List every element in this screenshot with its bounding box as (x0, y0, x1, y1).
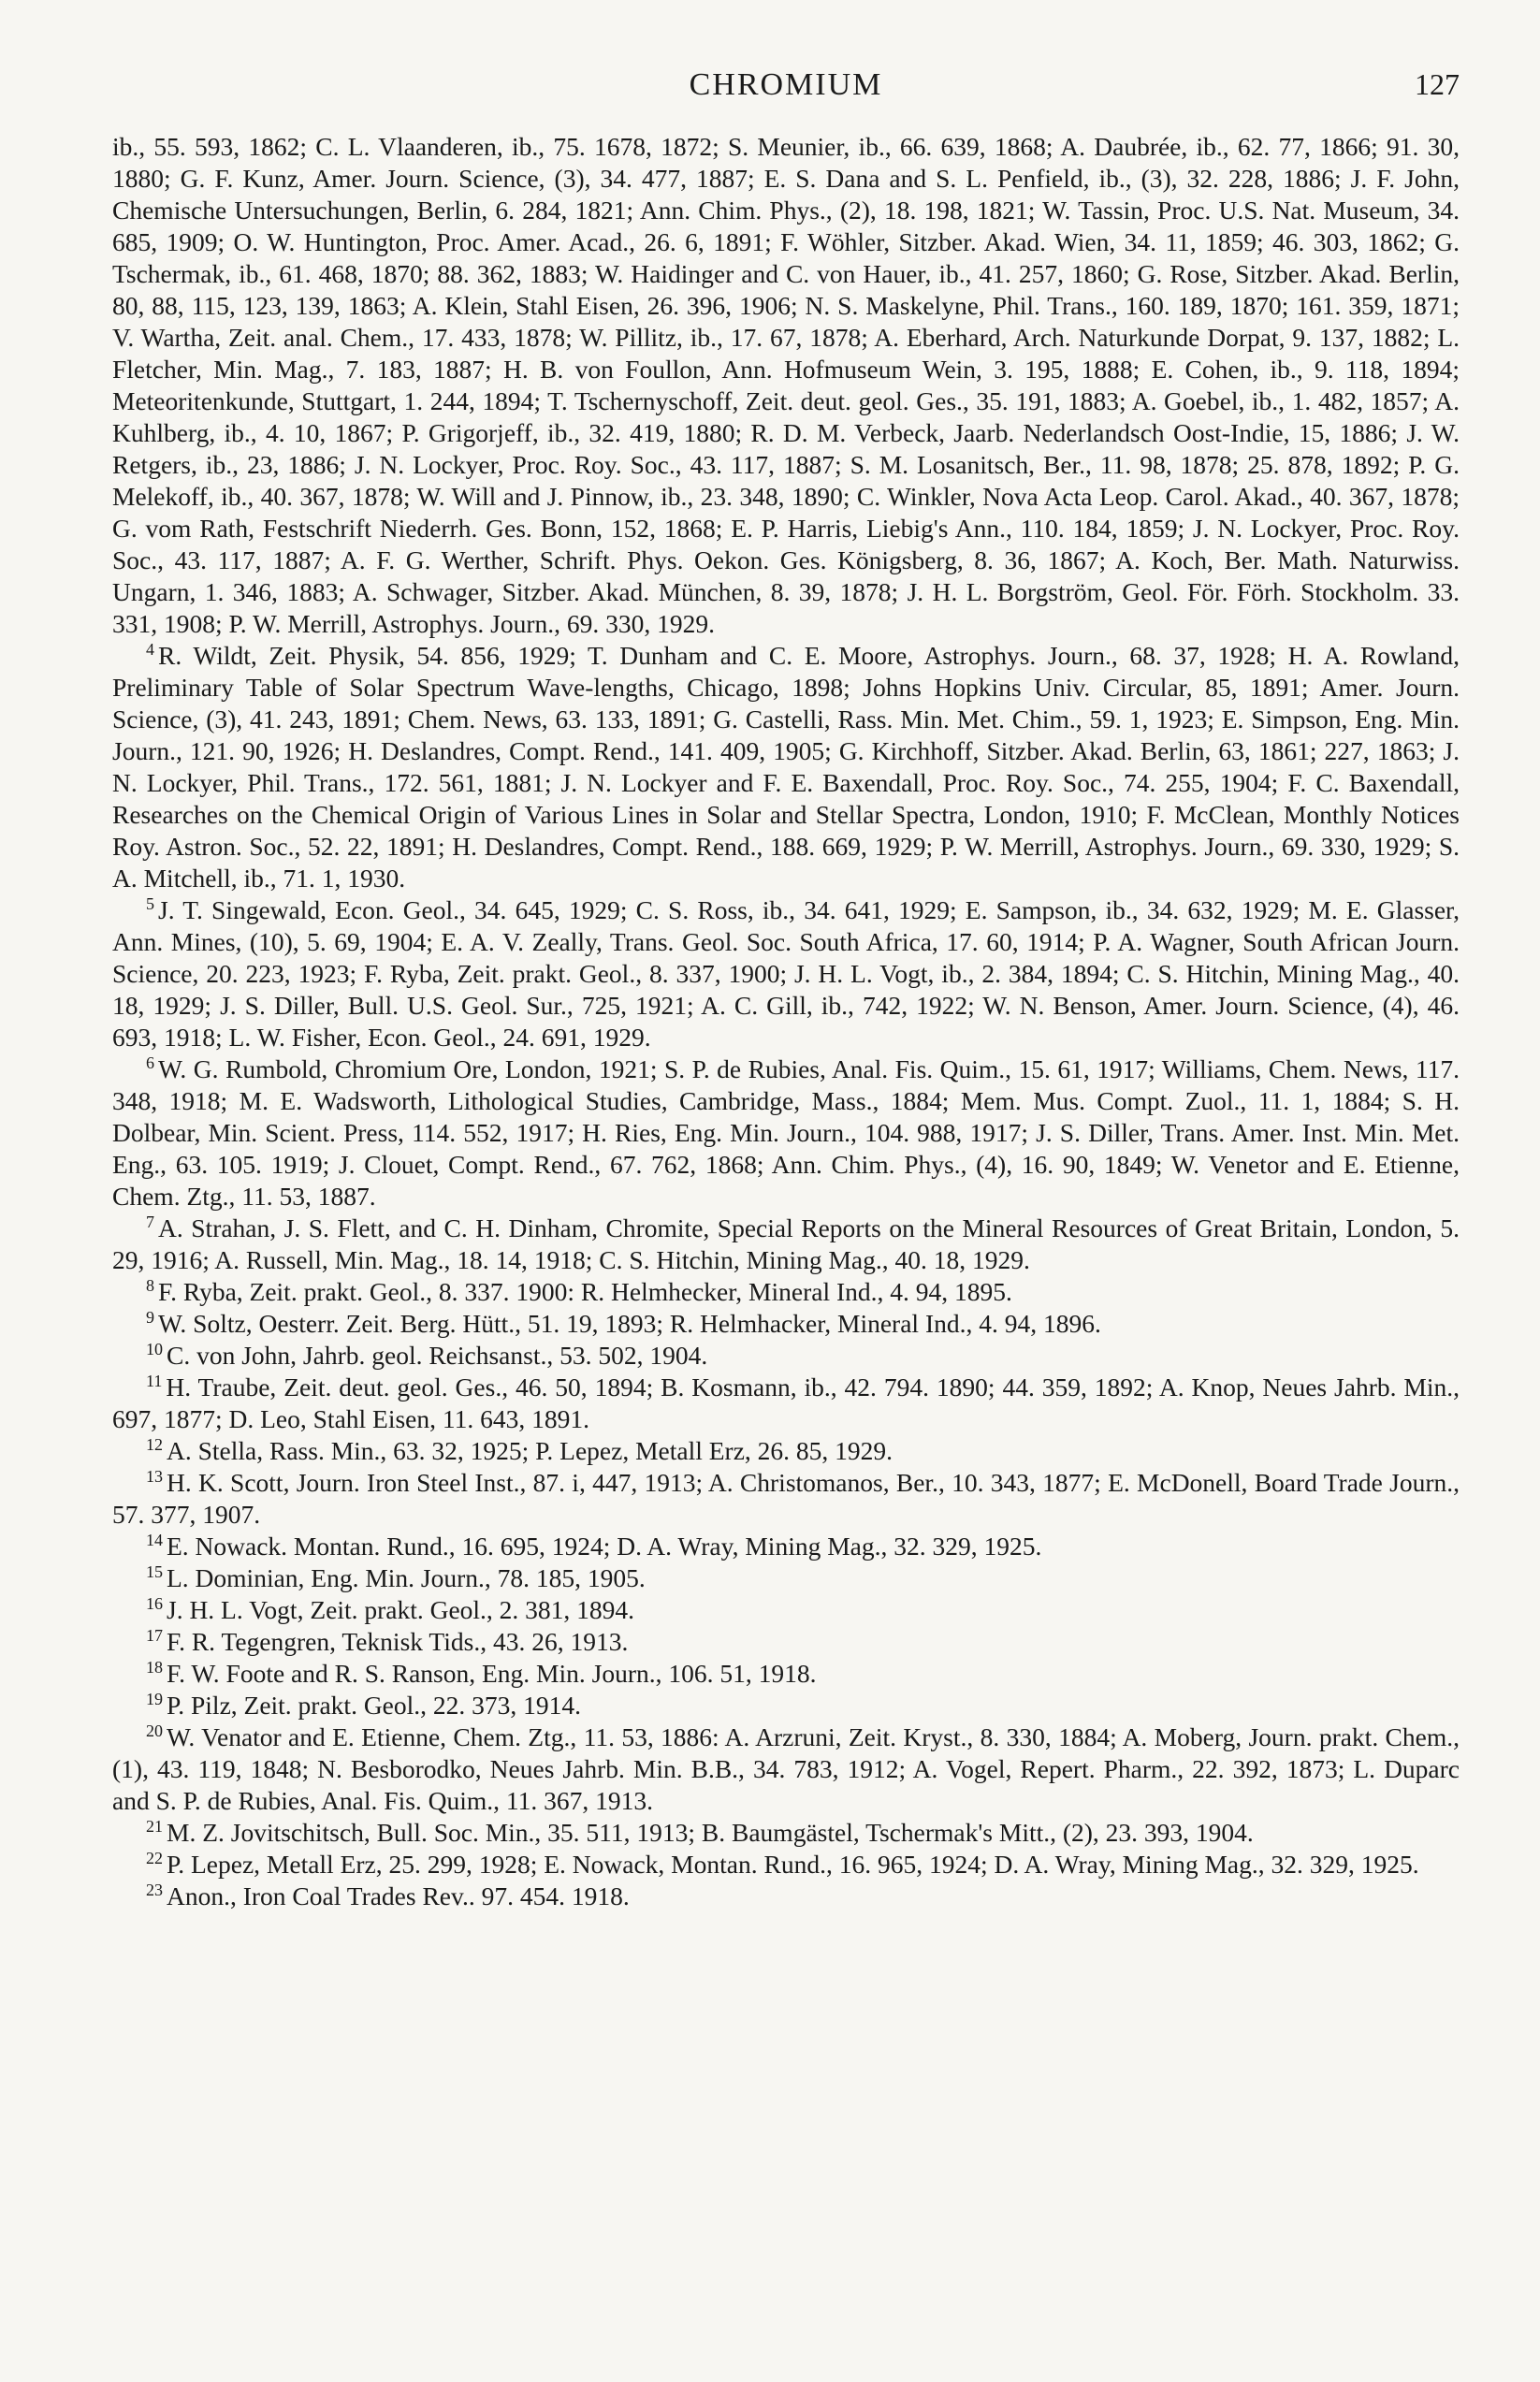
footnote-text: W. Venator and E. Etienne, Chem. Ztg., 11. 53, 1886: A. Arzruni, Zeit. Kryst., 8. 330, 1884; A. Moberg, Journ. prakt. Chem., (1), 43. 119, 1848; N. Besborodko, Neues Jahrb. Min. B.B., 34. 783, 1912; A. Vogel, Repert. Pharm., 22. 392, 1873; L. Duparc and S. P. de Rubies, Anal. Fis. Quim., 11. 367, 1913. (112, 1722, 1460, 1815)
footnote-marker: 19 (146, 1689, 163, 1708)
footnote-text: F. W. Foote and R. S. Ranson, Eng. Min. Journ., 106. 51, 1918. (167, 1659, 817, 1688)
footnote-text: A. Stella, Rass. Min., 63. 32, 1925; P. Lepez, Metall Erz, 26. 85, 1929. (167, 1436, 893, 1465)
footnote-text: J. H. L. Vogt, Zeit. prakt. Geol., 2. 381, 1894. (167, 1595, 635, 1624)
footnote-marker: 9 (146, 1307, 154, 1327)
footnote-17 (112, 1626, 1460, 1658)
footnote-13 (112, 1467, 1460, 1531)
footnote-marker: 21 (146, 1816, 163, 1836)
footnote-text: Anon., Iron Coal Trades Rev.. 97. 454. 1918. (167, 1881, 630, 1910)
footnote-9 (112, 1308, 1460, 1340)
footnote-19 (112, 1690, 1460, 1721)
footnote-text: A. Strahan, J. S. Flett, and C. H. Dinham, Chromite, Special Reports on the Mineral Resources of Great Britain, London, 5. 29, 1916; A. Russell, Min. Mag., 18. 14, 1918; C. S. Hitchin, Mining Mag., 40. 18, 1929. (112, 1213, 1460, 1274)
footnote-23 (112, 1881, 1460, 1912)
footnote-text: W. G. Rumbold, Chromium Ore, London, 1921; S. P. de Rubies, Anal. Fis. Quim., 15. 61, 1917; Williams, Chem. News, 117. 348, 1918; M. E. Wadsworth, Lithological Studies, Cambridge, Mass., 1884; Mem. Mus. Compt. Zuol., 11. 1, 1884; S. H. Dolbear, Min. Scient. Press, 114. 552, 1917; H. Ries, Eng. Min. Journ., 104. 988, 1917; J. S. Diller, Trans. Amer. Inst. Min. Met. Eng., 63. 105. 1919; J. Clouet, Compt. Rend., 67. 762, 1868; Ann. Chim. Phys., (4), 16. 90, 1849; W. Venetor and E. Etienne, Chem. Ztg., 11. 53, 1887. (112, 1054, 1460, 1211)
footnote-marker: 8 (146, 1275, 154, 1295)
footnote-marker: 20 (146, 1721, 163, 1740)
footnote-continuation (112, 131, 1460, 640)
footnote-marker: 12 (146, 1434, 163, 1454)
footnote-12 (112, 1435, 1460, 1467)
footnote-15 (112, 1562, 1460, 1594)
footnote-20 (112, 1721, 1460, 1817)
footnote-text: M. Z. Jovitschitsch, Bull. Soc. Min., 35. 511, 1913; B. Baumgästel, Tschermak's Mitt., (2), 23. 393, 1904. (167, 1818, 1254, 1847)
page-number: 127 (1415, 67, 1460, 101)
references-body (112, 131, 1460, 1912)
footnote-marker: 4 (146, 639, 154, 659)
footnote-text: P. Lepez, Metall Erz, 25. 299, 1928; E. Nowack, Montan. Rund., 16. 965, 1924; D. A. Wray, Mining Mag., 32. 329, 1925. (167, 1850, 1419, 1879)
footnote-marker: 13 (146, 1466, 163, 1486)
footnote-11 (112, 1372, 1460, 1435)
footnote-text: J. T. Singewald, Econ. Geol., 34. 645, 1929; C. S. Ross, ib., 34. 641, 1929; E. Sampson, ib., 34. 632, 1929; M. E. Glasser, Ann. Mines, (10), 5. 69, 1904; E. A. V. Zeally, Trans. Geol. Soc. South Africa, 17. 60, 1914; P. A. Wagner, South African Journ. Science, 20. 223, 1923; F. Ryba, Zeit. prakt. Geol., 8. 337, 1900; J. H. L. Vogt, ib., 2. 384, 1894; C. S. Hitchin, Mining Mag., 40. 18, 1929; J. S. Diller, Bull. U.S. Geol. Sur., 725, 1921; A. C. Gill, ib., 742, 1922; W. N. Benson, Amer. Journ. Science, (4), 46. 693, 1918; L. W. Fisher, Econ. Geol., 24. 691, 1929. (112, 895, 1460, 1052)
footnote-text: L. Dominian, Eng. Min. Journ., 78. 185, 1905. (167, 1563, 646, 1592)
running-header (112, 56, 1460, 112)
footnote-8 (112, 1276, 1460, 1308)
footnote-10 (112, 1340, 1460, 1372)
footnote-marker: 11 (146, 1371, 163, 1390)
footnote-marker: 5 (146, 893, 154, 913)
footnote-text: R. Wildt, Zeit. Physik, 54. 856, 1929; T. Dunham and C. E. Moore, Astrophys. Journ., 68. 37, 1928; H. A. Rowland, Preliminary Table of Solar Spectrum Wave-lengths, Chicago, 1898; Johns Hopkins Univ. Circular, 85, 1891; Amer. Journ. Science, (3), 41. 243, 1891; Chem. News, 63. 133, 1891; G. Castelli, Rass. Min. Met. Chim., 59. 1, 1923; E. Simpson, Eng. Min. Journ., 121. 90, 1926; H. Deslandres, Compt. Rend., 141. 409, 1905; G. Kirchhoff, Sitzber. Akad. Berlin, 63, 1861; 227, 1863; J. N. Lockyer, Phil. Trans., 172. 561, 1881; J. N. Lockyer and F. E. Baxendall, Proc. Roy. Soc., 74. 255, 1904; F. C. Baxendall, Researches on the Chemical Origin of Various Lines in Solar and Stellar Spectra, London, 1910; F. McClean, Monthly Notices Roy. Astron. Soc., 52. 22, 1891; H. Deslandres, Compt. Rend., 188. 669, 1929; P. W. Merrill, Astrophys. Journ., 69. 330, 1929; S. A. Mitchell, ib., 71. 1, 1930. (112, 641, 1460, 893)
footnote-text: H. Traube, Zeit. deut. geol. Ges., 46. 50, 1894; B. Kosmann, ib., 42. 794. 1890; 44. 359, 1892; A. Knop, Neues Jahrb. Min., 697, 1877; D. Leo, Stahl Eisen, 11. 643, 1891. (112, 1373, 1460, 1433)
footnote-text: C. von John, Jahrb. geol. Reichsanst., 53. 502, 1904. (167, 1341, 708, 1370)
footnote-marker: 22 (146, 1848, 163, 1867)
footnote-text: ib., 55. 593, 1862; C. L. Vlaanderen, ib., 75. 1678, 1872; S. Meunier, ib., 66. 639, 1868; A. Daubrée, ib., 62. 77, 1866; 91. 30, 1880; G. F. Kunz, Amer. Journ. Science, (3), 34. 477, 1887; E. S. Dana and S. L. Penfield, ib., (3), 32. 228, 1886; J. F. John, Chemische Untersuchungen, Berlin, 6. 284, 1821; Ann. Chim. Phys., (2), 18. 198, 1821; W. Tassin, Proc. U.S. Nat. Museum, 34. 685, 1909; O. W. Huntington, Proc. Amer. Acad., 26. 6, 1891; F. Wöhler, Sitzber. Akad. Wien, 34. 11, 1859; 46. 303, 1862; G. Tschermak, ib., 61. 468, 1870; 88. 362, 1883; W. Haidinger and C. von Hauer, ib., 41. 257, 1860; G. Rose, Sitzber. Akad. Berlin, 80, 88, 115, 123, 139, 1863; A. Klein, Stahl Eisen, 26. 396, 1906; N. S. Maskelyne, Phil. Trans., 160. 189, 1870; 161. 359, 1871; V. Wartha, Zeit. anal. Chem., 17. 433, 1878; W. Pillitz, ib., 17. 67, 1878; A. Eberhard, Arch. Naturkunde Dorpat, 9. 137, 1882; L. Fletcher, Min. Mag., 7. 183, 1887; H. B. von Foullon, Ann. Hofmuseum Wein, 3. 195, 1888; E. Cohen, ib., 9. 118, 1894; Meteoritenkunde, Stuttgart, 1. 244, 1894; T. Tschernyschoff, Zeit. deut. geol. Ges., 35. 191, 1883; A. Goebel, ib., 1. 482, 1857; A. Kuhlberg, ib., 4. 10, 1867; P. Grigorjeff, ib., 32. 419, 1880; R. D. M. Verbeck, Jaarb. Nederlandsch Oost-Indie, 15, 1886; J. W. Retgers, ib., 23, 1886; J. N. Lockyer, Proc. Roy. Soc., 43. 117, 1887; S. M. Losanitsch, Ber., 11. 98, 1878; 25. 878, 1892; P. G. Melekoff, ib., 40. 367, 1878; W. Will and J. Pinnow, ib., 23. 348, 1890; C. Winkler, Nova Acta Leop. Carol. Akad., 40. 367, 1878; G. vom Rath, Festschrift Niederrh. Ges. Bonn, 152, 1868; E. P. Harris, Liebig's Ann., 110. 184, 1859; J. N. Lockyer, Proc. Roy. Soc., 43. 117, 1887; A. F. G. Werther, Schrift. Phys. Oekon. Ges. Königsberg, 8. 36, 1867; A. Koch, Ber. Math. Naturwiss. Ungarn, 1. 346, 1883; A. Schwager, Sitzber. Akad. München, 8. 39, 1878; J. H. L. Borgström, Geol. För. Förh. Stockholm. 33. 331, 1908; P. W. Merrill, Astrophys. Journ., 69. 330, 1929. (112, 132, 1460, 638)
footnote-text: F. Ryba, Zeit. prakt. Geol., 8. 337. 1900: R. Helmhecker, Mineral Ind., 4. 94, 1895. (158, 1277, 1012, 1306)
footnote-text: F. R. Tegengren, Teknisk Tids., 43. 26, 1913. (167, 1627, 629, 1656)
footnote-marker: 15 (146, 1561, 163, 1581)
footnote-marker: 6 (146, 1053, 154, 1072)
footnote-4 (112, 640, 1460, 894)
footnote-marker: 10 (146, 1339, 163, 1358)
running-title: CHROMIUM (689, 67, 883, 102)
footnote-14 (112, 1531, 1460, 1562)
footnote-5 (112, 894, 1460, 1053)
footnote-18 (112, 1658, 1460, 1690)
footnote-text: W. Soltz, Oesterr. Zeit. Berg. Hütt., 51. 19, 1893; R. Helmhacker, Mineral Ind., 4. 94, 1896. (158, 1309, 1101, 1338)
footnote-text: E. Nowack. Montan. Rund., 16. 695, 1924; D. A. Wray, Mining Mag., 32. 329, 1925. (167, 1532, 1042, 1561)
footnote-16 (112, 1594, 1460, 1626)
footnote-marker: 17 (146, 1625, 163, 1645)
footnote-marker: 18 (146, 1657, 163, 1677)
footnote-marker: 7 (146, 1212, 154, 1231)
footnote-marker: 23 (146, 1880, 163, 1899)
footnote-marker: 16 (146, 1593, 163, 1613)
footnote-text: P. Pilz, Zeit. prakt. Geol., 22. 373, 1914. (167, 1691, 582, 1720)
footnote-text: H. K. Scott, Journ. Iron Steel Inst., 87. i, 447, 1913; A. Christomanos, Ber., 10. 343, 1877; E. McDonell, Board Trade Journ., 57. 377, 1907. (112, 1468, 1460, 1529)
footnote-22 (112, 1849, 1460, 1881)
footnote-21 (112, 1817, 1460, 1849)
page (112, 56, 1460, 1912)
footnote-6 (112, 1053, 1460, 1213)
footnote-7 (112, 1213, 1460, 1276)
footnote-marker: 14 (146, 1530, 163, 1549)
